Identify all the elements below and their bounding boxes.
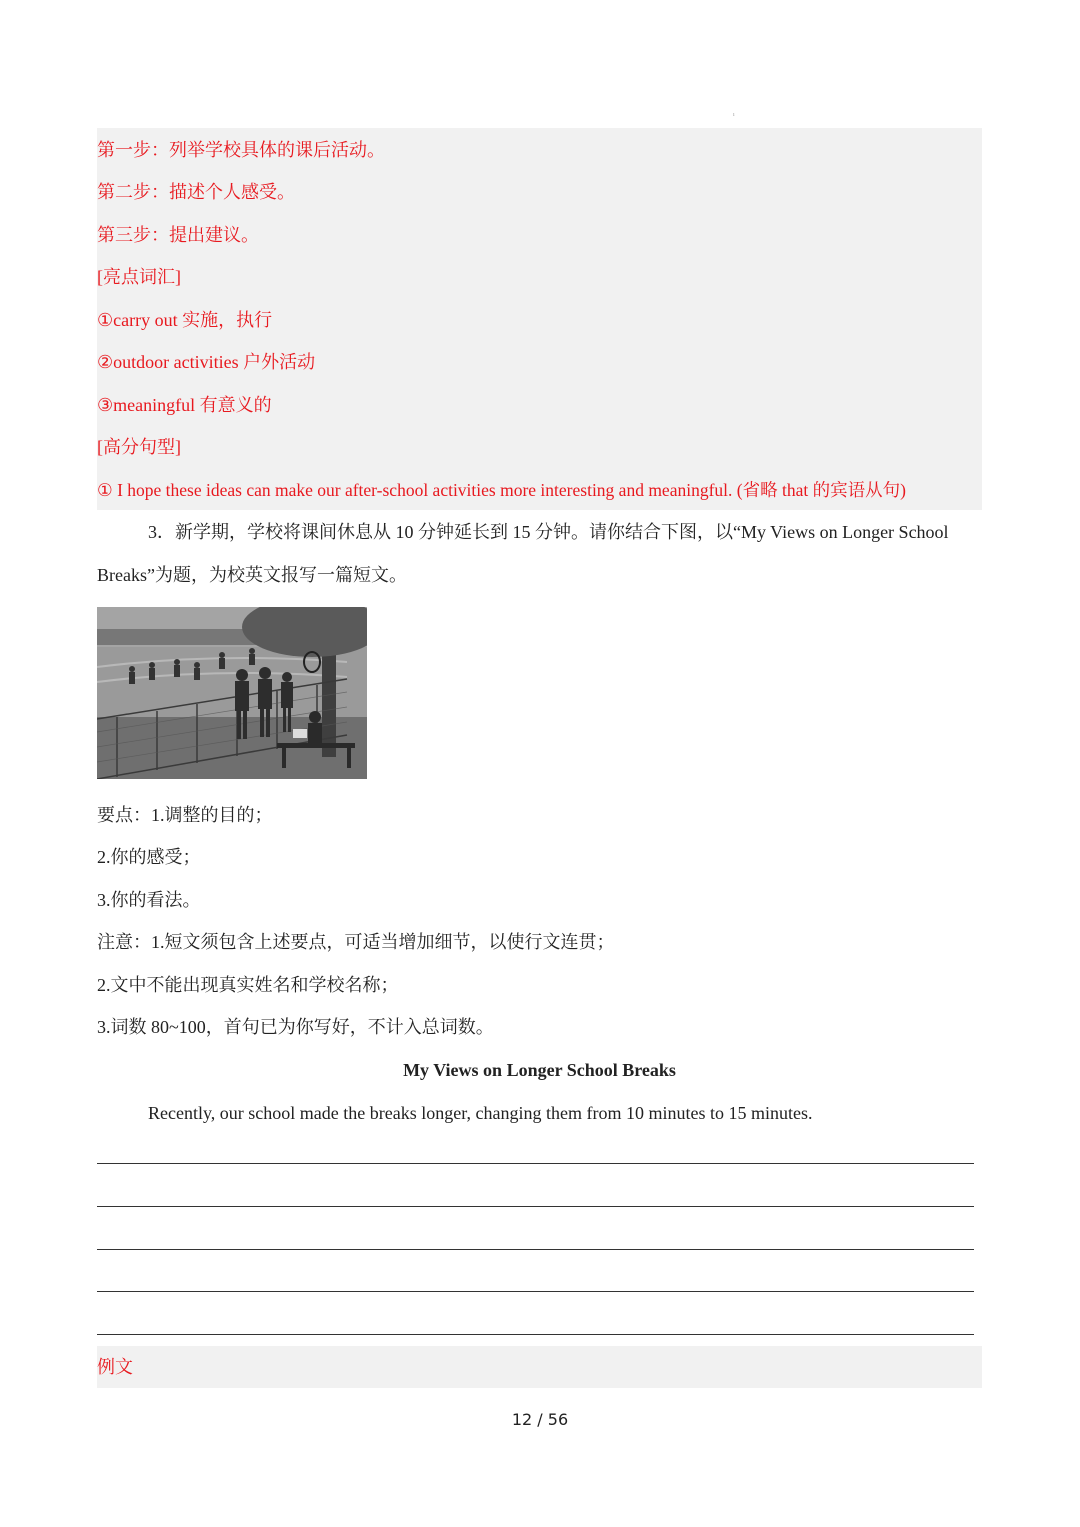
writing-line[interactable] <box>97 1291 974 1292</box>
writing-line[interactable] <box>97 1163 974 1164</box>
writing-line[interactable] <box>97 1334 974 1335</box>
vocab-item-3: ③meaningful 有意义的 <box>97 395 272 415</box>
sentence-heading: [高分句型] <box>97 437 181 457</box>
key-point-2: 2.你的感受； <box>97 847 201 867</box>
sentence-item-1: ① I hope these ideas can make our after-school activities more interesting and meaningful. (省略 that 的宾语从句) <box>97 480 906 500</box>
sample-heading-background <box>97 1346 982 1388</box>
key-point-1: 要点：1.调整的目的； <box>97 805 273 825</box>
playground-illustration <box>97 607 367 779</box>
guide-step-2: 第二步：描述个人感受。 <box>97 182 295 202</box>
note-1: 注意：1.短文须包含上述要点，可适当增加细节，以使行文连贯； <box>97 932 615 952</box>
writing-line[interactable] <box>97 1249 974 1250</box>
note-3: 3.词数 80~100，首句已为你写好，不计入总词数。 <box>97 1017 494 1037</box>
essay-title: My Views on Longer School Breaks <box>403 1060 676 1080</box>
essay-first-sentence: Recently, our school made the breaks longer, changing them from 10 minutes to 15 minutes. <box>148 1103 813 1123</box>
sample-essay-heading: 例文 <box>97 1357 133 1377</box>
note-2: 2.文中不能出现真实姓名和学校名称； <box>97 975 399 995</box>
page-mark: ı <box>733 112 735 118</box>
vocab-heading: [亮点词汇] <box>97 267 181 287</box>
guide-step-1: 第一步：列举学校具体的课后活动。 <box>97 140 385 160</box>
writing-line[interactable] <box>97 1206 974 1207</box>
vocab-item-2: ②outdoor activities 户外活动 <box>97 352 316 372</box>
vocab-item-1: ①carry out 实施，执行 <box>97 310 273 330</box>
page-number: 12 / 56 <box>511 1410 569 1429</box>
key-point-3: 3.你的看法。 <box>97 890 201 910</box>
guide-step-3: 第三步：提出建议。 <box>97 225 259 245</box>
task-prompt-line-1: 3．新学期，学校将课间休息从 10 分钟延长到 15 分钟。请你结合下图，以“My Views on Longer School <box>148 522 949 542</box>
task-prompt-line-2: Breaks”为题，为校英文报写一篇短文。 <box>97 565 407 585</box>
